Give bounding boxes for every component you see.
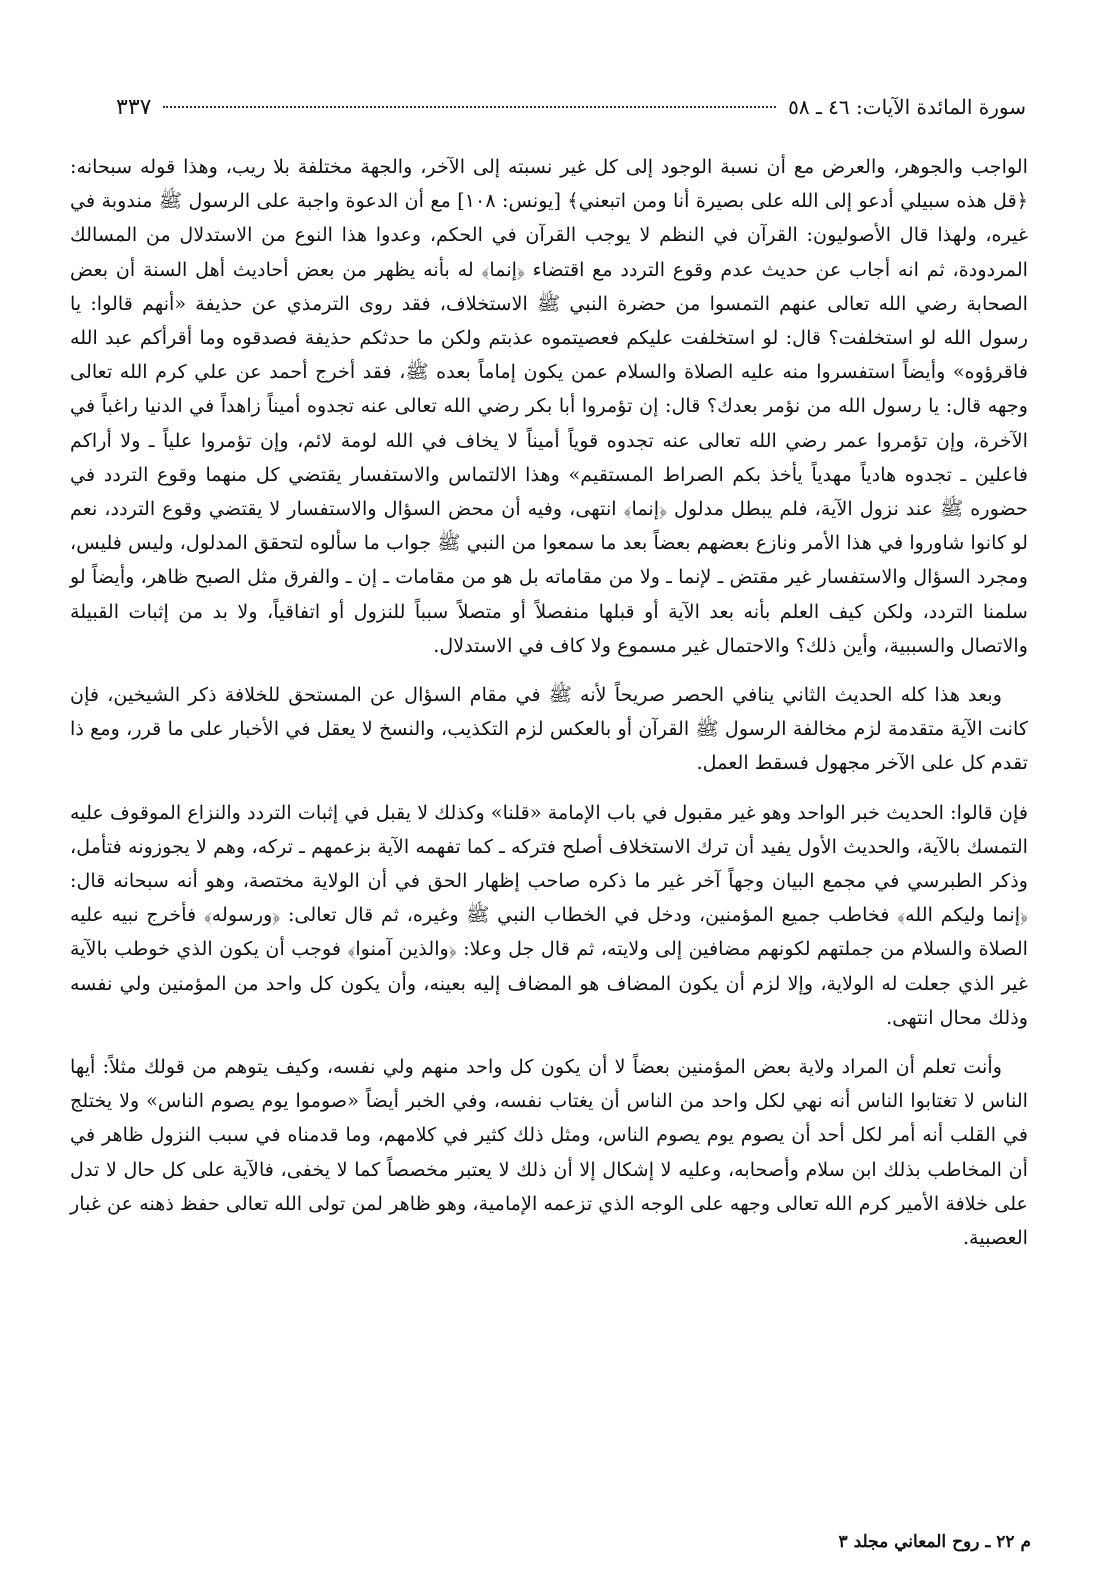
header-title: سورة المائدة الآيات: ٤٦ ـ ٥٨ bbox=[788, 95, 1026, 119]
body-text bbox=[70, 150, 1028, 1255]
footer-signature: م ٢٢ ـ روح المعاني مجلد ٣ bbox=[838, 1532, 1031, 1552]
page-number: ٣٣٧ bbox=[116, 95, 152, 120]
paragraph-1: الواجب والجوهر، والعرض مع أن نسبة الوجود إلى كل غير نسبته إلى الآخر، والجهة مختلفة بلا ريب، وهذا قوله سبحانه: ﴿قل هذه سبيلي أدعو إلى الله على بصيرة أنا ومن اتبعني﴾ [يونس: ١٠٨] مع أن الدعوة واجبة على الرسول ﷺ مندوبة في غيره، ولهذا قال الأصوليون: القرآن في النظم لا يوجب القرآن في الحكم، وعدوا هذا النوع من الاستدلال من المسالك المردودة، ثم انه أجاب عن حديث عدم وقوع التردد مع اقتضاء ﴿إنما﴾ له بأنه يظهر من بعض أحاديث أهل السنة أن بعض الصحابة رضي الله تعالى عنهم التمسوا من حضرة النبي ﷺ الاستخلاف، فقد روى الترمذي عن حذيفة «أنهم قالوا: يا رسول الله لو استخلفت؟ قال: لو استخلفت عليكم فعصيتموه عذبتم ولكن ما حدثكم حذيفة فصدقوه وما أقرأكم عبد الله فاقرؤوه» وأيضاً استفسروا منه عليه الصلاة والسلام عمن يكون إماماً بعده ﷺ، فقد أخرج أحمد عن علي كرم الله تعالى وجهه قال: يا رسول الله من نؤمر بعدك؟ قال: إن تؤمروا أبا بكر رضي الله تعالى عنه تجدوه أميناً زاهداً في الدنيا راغباً في الآخرة، وإن تؤمروا عمر رضي الله تعالى عنه تجدوه قوياً أميناً لا يخاف في الله لومة لائم، وإن تؤمروا علياً ـ ولا أراكم فاعلين ـ تجدوه هادياً مهدياً يأخذ بكم الصراط المستقيم» وهذا الالتماس والاستفسار يقتضي كل منهما وقوع التردد في حضوره ﷺ عند نزول الآية، فلم يبطل مدلول ﴿إنما﴾ انتهى، وفيه أن محض السؤال والاستفسار لا يقتضي وقوع التردد، نعم لو كانوا شاوروا في هذا الأمر ونازع بعضهم بعضاً بعد ما سمعوا من النبي ﷺ جواب ما سألوه لتحقق المدلول، وليس فليس، ومجرد السؤال والاستفسار غير مقتض ـ لإنما ـ ولا من مقاماته بل هو من مقامات ـ إن ـ والفرق مثل الصبح ظاهر، وأيضاً لو سلمنا التردد، ولكن كيف العلم بأنه بعد الآية أو قبلها منفصلاً أو متصلاً سبباً للنزول أو اتفاقياً، ولا بد من إثبات القبيلة والاتصال والسببية، وأين ذلك؟ والاحتمال غير مسموع ولا كاف في الاستدلال. bbox=[70, 155, 1028, 657]
running-header bbox=[116, 95, 1026, 129]
header-leader-dots bbox=[163, 106, 776, 108]
paragraph-2: وبعد هذا كله الحديث الثاني ينافي الحصر صريحاً لأنه ﷺ في مقام السؤال عن المستحق للخلافة ذكر الشيخين، فإن كانت الآية متقدمة لزم مخالفة الرسول ﷺ القرآن أو بالعكس لزم التكذيب، والنسخ لا يعقل في الأخبار على ما قرر، ومع ذا تقدم كل على الآخر مجهول فسقط العمل. bbox=[70, 683, 1028, 775]
paragraph-4: وأنت تعلم أن المراد ولاية بعض المؤمنين بعضاً لا أن يكون كل واحد منهم ولي نفسه، وكيف يتوهم من قولك مثلاً: أيها الناس لا تغتابوا الناس أنه نهي لكل واحد من الناس أن يغتاب نفسه، وفي الخبر أيضاً «صوموا يوم يصوم الناس» ولا يختلج في القلب أنه أمر لكل أحد أن يصوم يوم يصوم الناس، ومثل ذلك كثير في كلامهم، وما قدمناه في سبب النزول ظاهر في أن المخاطب بذلك ابن سلام وأصحابه، وعليه لا إشكال إلا أن ذلك لا يعتبر مخصصاً كما لا يخفى، فالآية على كل حال لا تدل على خلافة الأمير كرم الله تعالى وجهه على الوجه الذي تزعمه الإمامية، وهو ظاهر لمن تولى الله تعالى حفظ ذهنه عن غبار العصبية. bbox=[70, 1055, 1028, 1250]
paragraph-3: فإن قالوا: الحديث خبر الواحد وهو غير مقبول في باب الإمامة «قلنا» وكذلك لا يقبل في إثبات التردد والنزاع الموقوف عليه التمسك بالآية، والحديث الأول يفيد أن ترك الاستخلاف أصلح فتركه ـ كما تفهمه الآية بزعمهم ـ تركه، وهم لا يجوزونه فتأمل، وذكر الطبرسي في مجمع البيان وجهاً آخر غير ما ذكره صاحب إظهار الحق في أن الولاية مختصة، وهو أنه سبحانه قال: ﴿إنما وليكم الله﴾ فخاطب جميع المؤمنين، ودخل في الخطاب النبي ﷺ وغيره، ثم قال تعالى: ﴿ورسوله﴾ فأخرج نبيه عليه الصلاة والسلام من جملتهم لكونهم مضافين إلى ولايته، ثم قال جل وعلا: ﴿والذين آمنوا﴾ فوجب أن يكون الذي خوطب بالآية غير الذي جعلت له الولاية، وإلا لزم أن يكون المضاف هو المضاف إليه بعينه، وأن يكون كل واحد من المؤمنين ولي نفسه وذلك محال انتهى. bbox=[70, 800, 1028, 1029]
